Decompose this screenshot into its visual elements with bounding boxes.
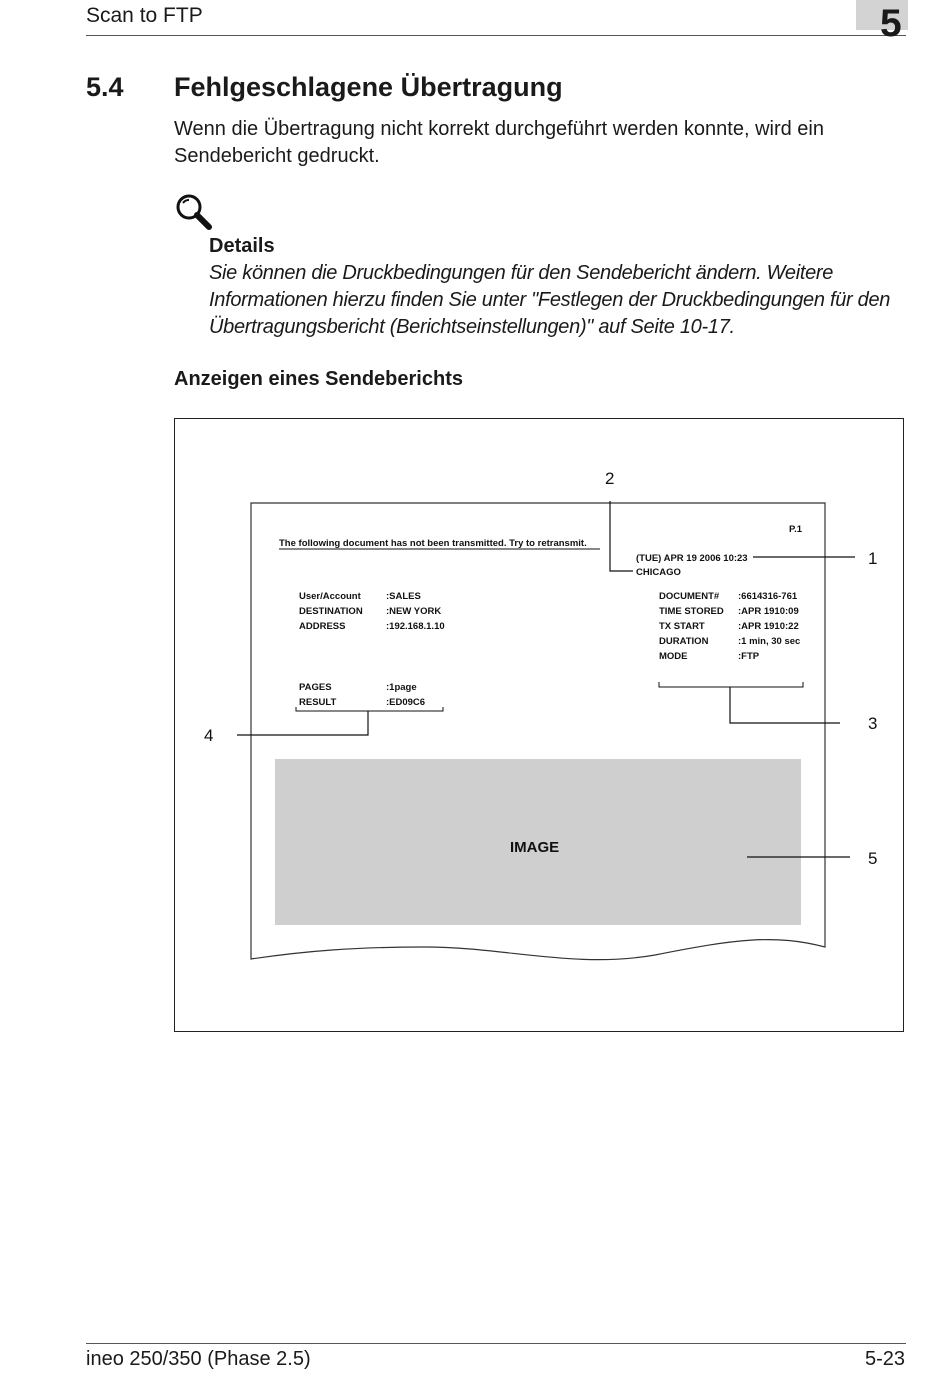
field-label: User/Account <box>299 591 361 602</box>
footer-product: ineo 250/350 (Phase 2.5) <box>86 1348 311 1370</box>
callout-4: 4 <box>204 726 214 745</box>
callout-2: 2 <box>605 469 615 488</box>
field-label: TIME STORED <box>659 606 724 617</box>
details-title: Details <box>209 235 275 257</box>
callout-3: 3 <box>868 714 878 733</box>
field-value: :SALES <box>386 591 421 602</box>
field-label: MODE <box>659 651 688 662</box>
field-value: :ED09C6 <box>386 697 426 708</box>
report-image-label: IMAGE <box>510 839 560 856</box>
callout-5: 5 <box>868 849 878 868</box>
send-report-figure <box>174 418 904 1032</box>
field-label: ADDRESS <box>299 621 346 632</box>
field-value: :APR 1910:22 <box>738 621 799 632</box>
field-value: :1page <box>386 682 417 693</box>
details-text: Sie können die Druckbedingungen für den Sendebericht ändern. Weitere Informationen hierzu finden Sie unter "Festlegen der Druckbedingungen für den Übertragungsbericht (Berichtseinstellungen)" auf Seite 10-17. <box>209 262 891 338</box>
field-label: DOCUMENT# <box>659 591 720 602</box>
intro-paragraph: Wenn die Übertragung nicht korrekt durchgeführt werden konnte, wird ein Sendebericht gedruckt. <box>174 118 824 167</box>
report-page: P.1 <box>789 524 803 535</box>
callout-1: 1 <box>868 549 878 568</box>
magnifier-icon <box>174 192 214 232</box>
field-label: TX START <box>659 621 705 632</box>
field-value: :1 min, 30 sec <box>738 636 801 647</box>
field-value: :APR 1910:09 <box>738 606 799 617</box>
section-title: Fehlgeschlagene Übertragung <box>174 72 563 102</box>
field-label: DURATION <box>659 636 709 647</box>
chapter-number: 5 <box>880 2 902 45</box>
report-location: CHICAGO <box>636 567 681 578</box>
field-label: DESTINATION <box>299 606 363 617</box>
field-value: :6614316-761 <box>738 591 798 602</box>
header-title: Scan to FTP <box>86 4 203 27</box>
field-value: :192.168.1.10 <box>386 621 445 632</box>
section-number: 5.4 <box>86 72 124 102</box>
field-label: PAGES <box>299 682 332 693</box>
sub-heading: Anzeigen eines Sendeberichts <box>174 368 463 390</box>
footer-rule <box>86 1343 906 1344</box>
field-value: :FTP <box>738 651 760 662</box>
report-notice: The following document has not been transmitted. Try to retransmit. <box>279 538 587 549</box>
field-label: RESULT <box>299 697 337 708</box>
header-rule <box>86 35 906 36</box>
report-datetime: (TUE) APR 19 2006 10:23 <box>636 553 748 564</box>
field-value: :NEW YORK <box>386 606 442 617</box>
footer-page-number: 5-23 <box>864 1348 905 1370</box>
